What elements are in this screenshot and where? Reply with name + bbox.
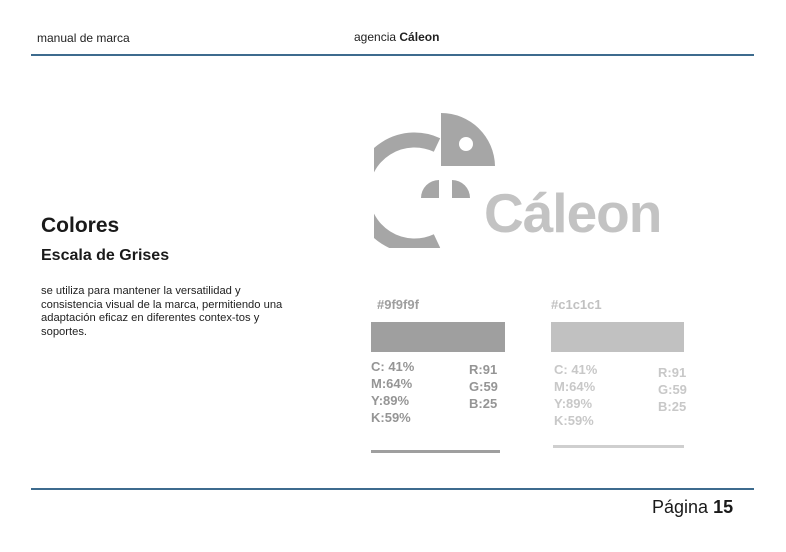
swatch-1-color-block — [371, 322, 505, 352]
swatch-2-underline — [553, 445, 684, 448]
section-subtitle: Escala de Grises — [41, 247, 170, 264]
swatch-1-cmyk-y: Y:89% — [371, 393, 410, 408]
footer-divider — [31, 488, 754, 490]
swatch-1-cmyk — [371, 358, 414, 426]
swatch-2-cmyk-c: C: 41% — [554, 362, 598, 377]
page-number: 15 — [713, 497, 734, 517]
swatch-1-cmyk-k: K:59% — [371, 410, 411, 425]
swatch-2-cmyk-m: M:64% — [554, 379, 596, 394]
swatch-1-hex-label: #9f9f9f — [377, 297, 419, 312]
swatch-1-rgb-r: R:91 — [469, 362, 498, 377]
swatch-2-color-block — [551, 322, 684, 352]
swatch-1-rgb-g: G:59 — [469, 379, 498, 394]
section-title: Colores — [41, 214, 120, 237]
swatch-1-rgb-b: B:25 — [469, 396, 498, 411]
header-divider — [31, 54, 754, 56]
header-agency — [354, 30, 439, 44]
swatch-1-rgb — [469, 361, 498, 412]
header-agency-brand: Cáleon — [399, 30, 440, 44]
swatch-2-cmyk — [554, 361, 597, 429]
page-label: Página — [652, 497, 709, 517]
swatch-2-cmyk-y: Y:89% — [554, 396, 593, 411]
brand-wordmark: Cáleon — [484, 182, 662, 244]
swatch-2-hex-label: #c1c1c1 — [551, 297, 602, 312]
swatch-2-rgb-r: R:91 — [658, 365, 687, 380]
swatch-2-rgb — [658, 364, 687, 415]
swatch-1-cmyk-m: M:64% — [371, 376, 413, 391]
swatch-1-cmyk-c: C: 41% — [371, 359, 415, 374]
section-description: se utiliza para mantener la versatilidad y consistencia visual de la marca, permitiendo una adaptación eficaz en diferentes contex-tos y soportes. — [41, 285, 283, 338]
swatch-2-rgb-b: B:25 — [658, 399, 687, 414]
header-agency-prefix: agencia — [354, 30, 397, 44]
swatch-1-underline — [371, 450, 500, 453]
header-manual-label: manual de marca — [37, 31, 130, 45]
swatch-2-rgb-g: G:59 — [658, 382, 687, 397]
swatch-2-cmyk-k: K:59% — [554, 413, 594, 428]
page-indicator — [652, 497, 733, 518]
brand-logo — [374, 108, 694, 248]
